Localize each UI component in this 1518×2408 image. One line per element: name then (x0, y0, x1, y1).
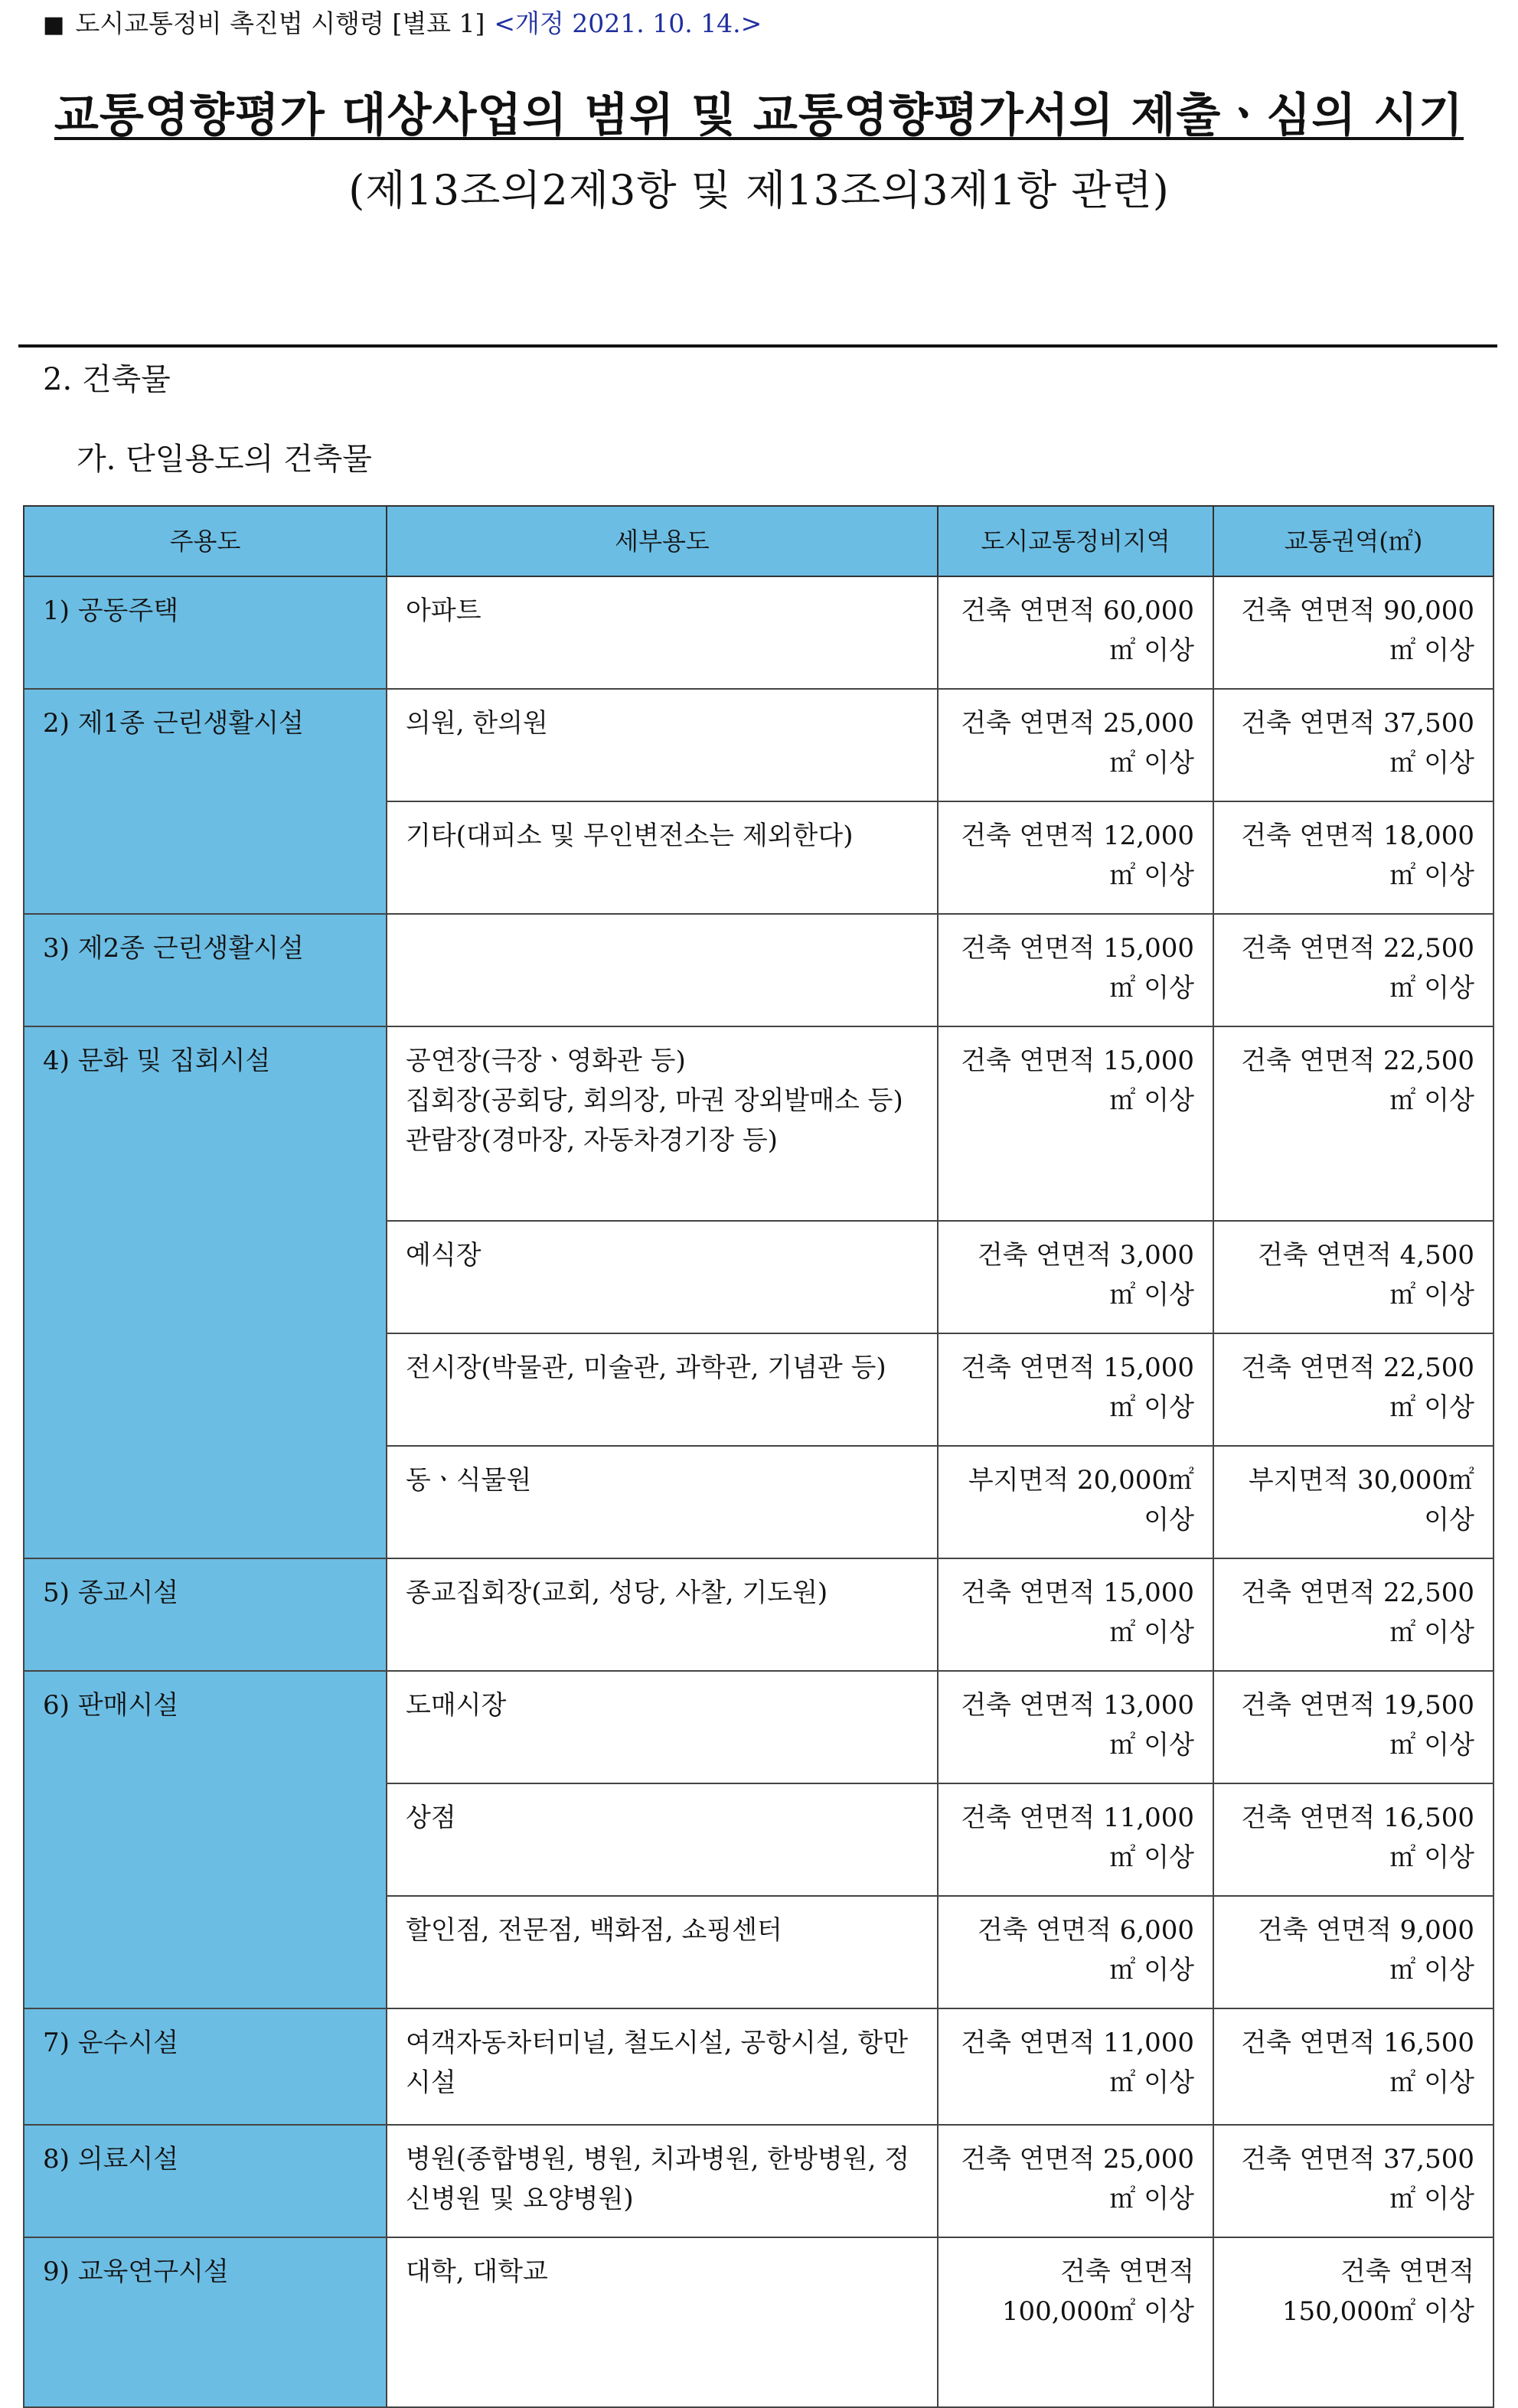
title-text: 교통영향평가 대상사업의 범위 및 교통영향평가서의 제출ㆍ심의 시기 (54, 89, 1464, 142)
detail-use-cell (387, 801, 938, 914)
detail-use-cell (387, 2008, 938, 2125)
urban-area-value: 건축 연면적 25,000㎡ 이상 (938, 2125, 1213, 2237)
table-row (24, 2125, 1494, 2237)
detail-use-cell (387, 689, 938, 801)
table-row (24, 1671, 1494, 1783)
urban-area-value: 건축 연면적 100,000㎡ 이상 (938, 2237, 1213, 2407)
main-use-cell: 4) 문화 및 집회시설 (24, 1026, 387, 1558)
urban-area-value: 건축 연면적 15,000㎡ 이상 (938, 914, 1213, 1026)
detail-line: 할인점, 전문점, 백화점, 쇼핑센터 (406, 1915, 782, 1946)
table-row (24, 1026, 1494, 1221)
subsection-heading: 가. 단일용도의 건축물 (77, 442, 372, 477)
main-use-cell: 8) 의료시설 (24, 2125, 387, 2237)
detail-use-cell (387, 1446, 938, 1558)
detail-line: 집회장(공회당, 회의장, 마권 장외발매소 등) (406, 1085, 903, 1116)
table-row (24, 2008, 1494, 2125)
urban-area-value: 건축 연면적 13,000㎡ 이상 (938, 1671, 1213, 1783)
table-row (24, 2237, 1494, 2407)
detail-line: 전시장(박물관, 미술관, 과학관, 기념관 등) (406, 1352, 886, 1383)
table-row (24, 576, 1494, 689)
header-detail-use: 세부용도 (387, 506, 938, 576)
urban-area-value: 건축 연면적 15,000㎡ 이상 (938, 1558, 1213, 1671)
detail-line: 예식장 (406, 1240, 482, 1271)
traffic-region-value: 건축 연면적 16,500㎡ 이상 (1213, 2008, 1494, 2125)
detail-line: 기타(대피소 및 무인변전소는 제외한다) (406, 821, 854, 851)
section-heading: 2. 건축물 (43, 362, 171, 397)
traffic-region-value: 건축 연면적 4,500㎡ 이상 (1213, 1221, 1494, 1333)
main-use-cell: 2) 제1종 근린생활시설 (24, 689, 387, 914)
header-main-use: 주용도 (24, 506, 387, 576)
detail-line: 여객자동차터미널, 철도시설, 공항시설, 항만시설 (406, 2028, 909, 2098)
detail-line: 종교집회장(교회, 성당, 사찰, 기도원) (406, 1578, 828, 1608)
urban-area-value: 건축 연면적 11,000㎡ 이상 (938, 1783, 1213, 1896)
detail-line: 관람장(경마장, 자동차경기장 등) (406, 1125, 778, 1156)
table-row (24, 914, 1494, 1026)
section-divider (18, 344, 1497, 347)
table-header-row (24, 506, 1494, 576)
detail-use-cell (387, 2237, 938, 2407)
detail-line: 병원(종합병원, 병원, 치과병원, 한방병원, 정신병원 및 요양병원) (406, 2144, 910, 2214)
law-name: 도시교통정비 촉진법 시행령 [별표 1] (75, 8, 485, 38)
detail-use-cell (387, 1896, 938, 2008)
detail-line: 공연장(극장ㆍ영화관 등) (406, 1046, 686, 1076)
main-use-cell: 7) 운수시설 (24, 2008, 387, 2125)
main-use-cell: 9) 교육연구시설 (24, 2237, 387, 2407)
traffic-region-value: 부지면적 30,000㎡ 이상 (1213, 1446, 1494, 1558)
traffic-region-value: 건축 연면적 19,500㎡ 이상 (1213, 1671, 1494, 1783)
detail-use-cell (387, 1783, 938, 1896)
traffic-region-value: 건축 연면적 18,000㎡ 이상 (1213, 801, 1494, 914)
header-urban-area: 도시교통정비지역 (938, 506, 1213, 576)
detail-line: 대학, 대학교 (406, 2256, 548, 2287)
detail-use-cell (387, 914, 938, 1026)
traffic-region-value: 건축 연면적 37,500㎡ 이상 (1213, 689, 1494, 801)
urban-area-value: 건축 연면적 60,000㎡ 이상 (938, 576, 1213, 689)
urban-area-value: 건축 연면적 6,000㎡ 이상 (938, 1896, 1213, 2008)
square-bullet-icon: ■ (43, 11, 65, 38)
main-use-cell: 1) 공동주택 (24, 576, 387, 689)
traffic-region-value: 건축 연면적 150,000㎡ 이상 (1213, 2237, 1494, 2407)
urban-area-value: 건축 연면적 25,000㎡ 이상 (938, 689, 1213, 801)
header-traffic-region: 교통권역(㎡) (1213, 506, 1494, 576)
detail-line: 아파트 (406, 595, 482, 626)
traffic-region-value: 건축 연면적 22,500㎡ 이상 (1213, 1333, 1494, 1446)
document-title (0, 87, 1518, 144)
urban-area-value: 건축 연면적 11,000㎡ 이상 (938, 2008, 1213, 2125)
urban-area-value: 부지면적 20,000㎡ 이상 (938, 1446, 1213, 1558)
main-use-cell: 3) 제2종 근린생활시설 (24, 914, 387, 1026)
detail-line: 동ㆍ식물원 (406, 1465, 532, 1496)
table-row (24, 689, 1494, 801)
detail-line: 상점 (406, 1803, 456, 1833)
table-row (24, 1558, 1494, 1671)
traffic-region-value: 건축 연면적 22,500㎡ 이상 (1213, 914, 1494, 1026)
urban-area-value: 건축 연면적 3,000㎡ 이상 (938, 1221, 1213, 1333)
building-criteria-table (23, 505, 1494, 2408)
detail-use-cell (387, 1026, 938, 1221)
main-use-cell: 5) 종교시설 (24, 1558, 387, 1671)
urban-area-value: 건축 연면적 15,000㎡ 이상 (938, 1333, 1213, 1446)
amendment-date: <개정 2021. 10. 14.> (494, 8, 762, 38)
detail-use-cell (387, 2125, 938, 2237)
detail-use-cell (387, 576, 938, 689)
traffic-region-value: 건축 연면적 22,500㎡ 이상 (1213, 1026, 1494, 1221)
detail-use-cell (387, 1671, 938, 1783)
document-header (43, 8, 762, 41)
detail-line: 의원, 한의원 (406, 708, 548, 739)
traffic-region-value: 건축 연면적 9,000㎡ 이상 (1213, 1896, 1494, 2008)
traffic-region-value: 건축 연면적 16,500㎡ 이상 (1213, 1783, 1494, 1896)
document-subtitle: (제13조의2제3항 및 제13조의3제1항 관련) (348, 166, 1170, 214)
detail-use-cell (387, 1558, 938, 1671)
traffic-region-value: 건축 연면적 37,500㎡ 이상 (1213, 2125, 1494, 2237)
main-use-cell: 6) 판매시설 (24, 1671, 387, 2008)
detail-line: 도매시장 (406, 1690, 507, 1721)
traffic-region-value: 건축 연면적 90,000㎡ 이상 (1213, 576, 1494, 689)
detail-use-cell (387, 1221, 938, 1333)
urban-area-value: 건축 연면적 12,000㎡ 이상 (938, 801, 1213, 914)
detail-use-cell (387, 1333, 938, 1446)
traffic-region-value: 건축 연면적 22,500㎡ 이상 (1213, 1558, 1494, 1671)
urban-area-value: 건축 연면적 15,000㎡ 이상 (938, 1026, 1213, 1221)
